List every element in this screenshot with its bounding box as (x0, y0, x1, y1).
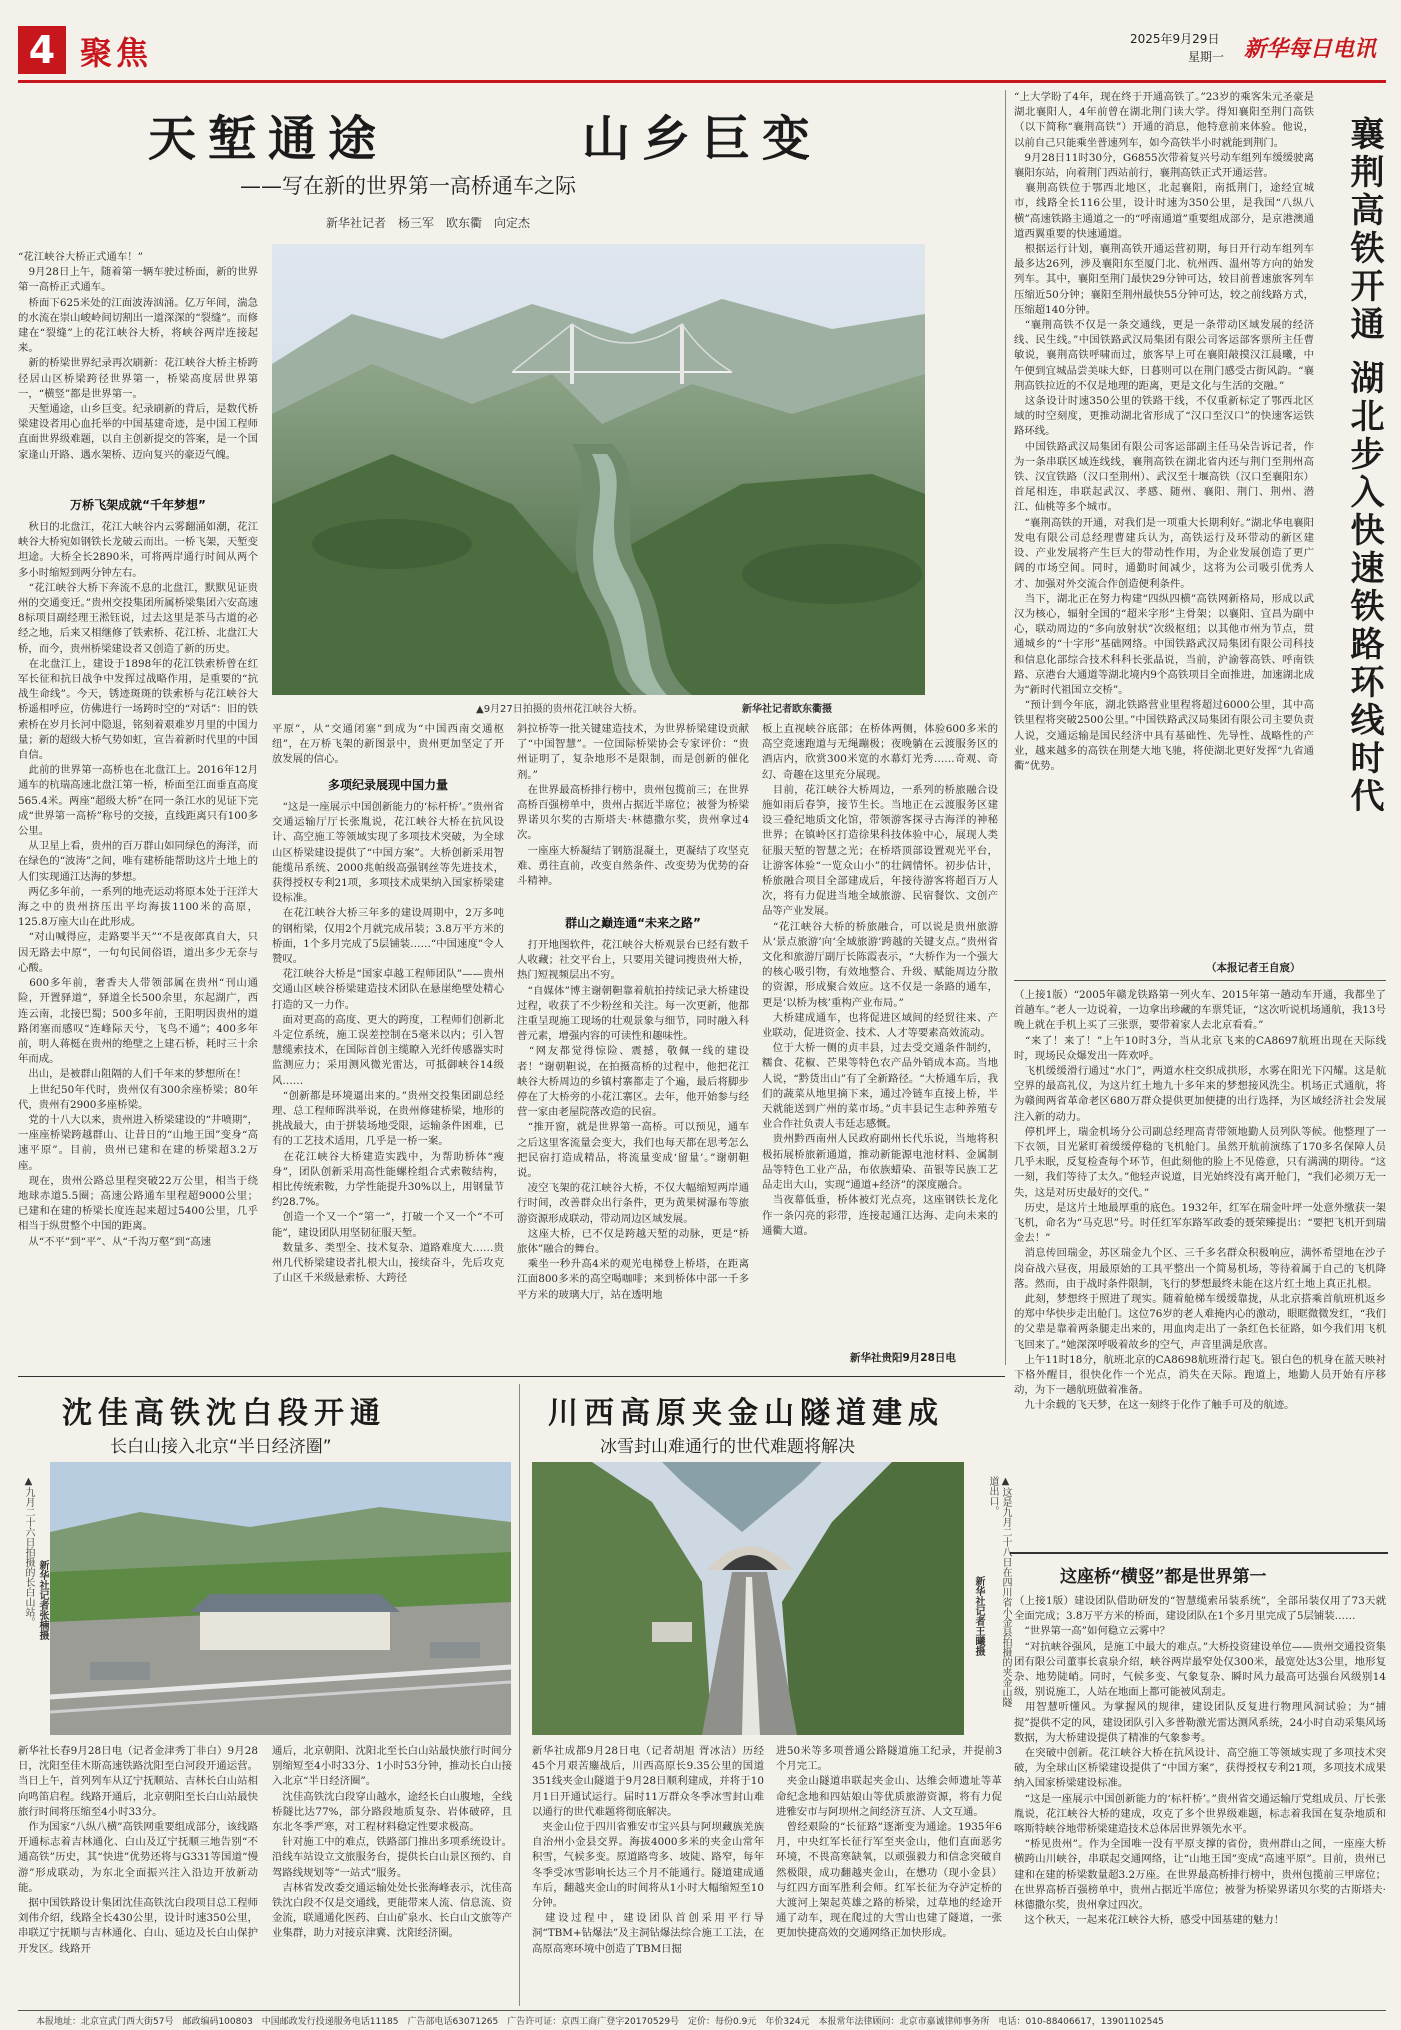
main-story-col2-body: “这是一座展示中国创新能力的‘标杆桥’。”贵州省交通运输厅厅长张胤说，花江峡谷大桥在抗风设计、高空施工等领域实现了多项技术突破，为全球山区桥梁建设提供了“中国方案”。大桥创新采用智能缆吊系统、2000兆帕级高强钢丝等先进技术，获得授权专利21项，多项技术成果纳入国家桥梁建设标准。 在花江峡谷大桥三年多的建设周期中，2万多吨的钢桁梁，仅用2个月就完成吊装；3.8万平方米的桥面，1个多月完成了5层铺装……“中国速度”令人赞叹。 花江峡谷大桥是“国家卓越工程师团队”——贵州交通山区峡谷桥梁建造技术团队在悬崖绝壁处精心打造的又一力作。 面对更高的高度、更大的跨度，工程师们创新北斗定位系统，施工误差控制在5毫米以内；引入智慧缆索技术，在国际首创主缆瞭入光纤传感器实时监测应力；采用测风微光雷达，可抵御峡谷14级风…… “创新都是环境逼出来的。”贵州交投集团副总经理、总工程师晖洪举说，在贵州修建桥梁，地形的挑战最大，由于拼装场地受限，运输条件困难，已有的工艺技术适用，几乎是一桥一案。 在花江峡谷大桥建造实践中，为帮助桥体“瘦身”，团队创新采用高性能螺栓组合式索鞍结构，相比传统索鞍，力学性能提升30%以上，用钢量节约28.7%。 创造一个又一个“第一”，打破一个又一个“不可能”，建设团队用坚韧征服天堑。 数量多、类型全、技术复杂、道路难度大……贵州几代桥梁建设者扎根大山，接续奋斗，先后攻克了山区千米级悬索桥、大跨径 (272, 801, 504, 1285)
header-weekday: 星期一 (1188, 50, 1225, 64)
right-story-continued: （上接1版）“2005年赣龙铁路第一列火车、2015年第一趟动车开通，我都坐了首趟车。”老人一边说着，一边拿出珍藏的车票凭证，“这次听说机场通航，我13号晚上就在手机上买了三张票，要带着家人去北京看看。” “来了！来了！”上午10时3分，当从北京飞来的CA8697航班出现在天际线时，现场民众爆发出一阵欢呼。 飞机缓缓滑行通过“水门”，两道水柱交织成拱形，水雾在阳光下闪耀。这是航空界的最高礼仪，为这片红土地九十多年来的梦想接风洗尘。机场正式通航，将为赣闽两省革命老区680万群众提供更加便捷的出行选择，为区域经济社会发展注入新的动力。 停机坪上，瑞金机场分公司副总经理高青带领地勤人员列队等候。他整理了一下衣领，目光紧盯着缓缓停稳的飞机舱门。虽然开航前演练了170多名保障人员几乎未眠，反复检查每个环节，但此刻他的脸上不见倦意，只有满满的期待。“这一刻，我们等待了太久。”他轻声说道，目光始终没有离开舱门，“我们必须万无一失，这是对历史最好的交代。” 历史，是这片土地最厚重的底色。1932年，红军在瑞金叶坪一处意外缴获一架飞机，命名为“马克思”号。时任红军东路军政委的聂荣臻提出：“要把飞机开到瑞金去！” 消息传回瑞金，苏区瑞金九个区、三千多名群众积极响应，满怀希望地在沙子岗奋战六昼夜，用最原始的工具平整出一个简易机场，等待着属于自己的飞机降落。然而，由于战时条件限制，飞行的梦想最终未能在这片红土地上真正扎根。 此刻，梦想终于照进了现实。随着舱梯车缓缓靠拢，从北京搭乘首航班机返乡的郑中华快步走出舱门。这位76岁的老人难掩内心的激动，眼眶微微发红，“我们的父辈是靠着两条腿走出来的，用血肉走出了一条红色长征路，如今我们用飞机飞回来了。”她深深呼吸着故乡的空气，声音里满是欣喜。 上午11时18分，航班北京的CA8698航班滑行起飞。银白色的机身在蓝天映衬下格外醒目，很快化作一个光点，消失在天际。跑道上，地勤人员开始有序移动，为下一趟航班做着准备。 九十余载的飞天梦，在这一刻终于化作了触手可及的航迹。 (1014, 989, 1386, 1412)
story-b-subheadline: 冰雪封山难通行的世代难题将解决 (600, 1437, 855, 1457)
main-story-col3-body: 打开地图软件，花江峡谷大桥观景台已经有数千人收藏；社交平台上，只要用关键词搜贵州大桥，热门短视频层出不穷。 “自媒体”博主谢朝靼靠着航拍持续记录大桥建设过程，收获了不少粉丝和关注。每一次更新，他都注重呈现施工现场的壮观景象与细节，同时融入科普元素，增强内容的可读性和趣味性。 “网友都觉得惊险、震撼，敬佩一线的建设者！”谢朝靼说，在拍摄高桥的过程中，他把花江峡谷大桥周边的乡镇村寨都走了个遍，最后将脚步停在了大桥旁的小花江寨区。去年，他开始参与经营一家由老屋院落改造的民宿。 “推开窗，就是世界第一高桥。可以预见，通车之后这里客流量会变大，我们也每天都在思考怎么把民宿打造成精品，将流量变成‘留量’。”谢朝靼说。 凌空飞架的花江峡谷大桥，不仅大幅缩短两岸通行时间，改善群众出行条件，更为黄果树瀑布等旅游资源形成联动，带动周边区域发展。 这座大桥，已不仅是跨越天堑的动脉，更是“桥旅体”融合的舞台。 乘坐一秒升高4米的观光电梯登上桥塔，在距离江面800多米的高空喝咖啡；来到桥体中部一千多平方米的玻璃大厅，站在透明地 (517, 939, 749, 1301)
story-b-col2: 进50米等多项普通公路隧道施工纪录，并提前3个月完工。 夹金山隧道串联起夹金山、达维会师遗址等革命纪念地和四姑娘山等优质旅游资源，将有力促进雅安市与阿坝州之间经济互济、人文互通。 曾经艰险的“长征路”逐渐变为通途。1935年6月，中央红军长征行军至夹金山，他们直面恶劣环境，不畏高寒缺氧，以顽强毅力和信念突破自然极限，成功翻越夹金山，在懋功（现小金县）与红四方面军胜利会师。红军长征为夺泸定桥的大渡河上架起英雄之路的桥梁，过草地的经途开通了动车，现在爬过的大雪山也建了隧道，一张更加快捷高效的交通网络正加快形成。 (776, 1745, 1002, 1940)
story-a-photo-credit: 新华社记者张楠摄 (37, 1560, 48, 1640)
main-story-subhead-1: 万桥飞架成就“千年梦想” (70, 498, 206, 512)
main-story-col1-intro: “花江峡谷大桥正式通车！” 9月28日上午，随着第一辆车驶过桥面，新的世界第一高桥正式通车。 桥面下625米处的江面波涛汹涌。亿万年间，湍急的水流在崇山峻岭间切割出一道深深的“裂缝”。而修建在“裂缝”上的花江峡谷大桥，将峡谷两岸连接起来。 新的桥梁世界纪录再次刷新：花江峡谷大桥主桥跨径居山区桥梁跨径世界第一，桥梁高度居世界第一，“横竖”都是世界第一。 天堑通途，山乡巨变。纪录刷新的背后，是数代桥梁建设者用心血托举的中国基建奇迹，是中国工程师直面世界级难题，以自主创新提交的答案，是一个国家逢山开路、遇水架桥、迈向复兴的豪迈气魄。 (18, 251, 258, 461)
story-b-photo (532, 1462, 964, 1735)
story-a-col1: 新华社长春9月28日电（记者金津秀丁非白）9月28日，沈阳至佳木斯高速铁路沈阳至白河段开通运营。当日上午，首列列车从辽宁抚顺站、吉林长白山站相向鸣笛启程。线路开通后，北京朝阳至长白山站最快旅行时间将压缩至4小时33分。 作为国家“八纵八横”高铁网重要组成部分，该线路开通标志着吉林通化、白山及辽宁抚顺三地告别“不通高铁”历史，其“快进”优势还将与G331等国道“慢游”形成联动，为东北全面振兴注入沿边开放新动能。 据中国铁路设计集团沈佳高铁沈白段项目总工程师刘伟介绍，线路全长430公里，设计时速350公里，串联辽宁抚顺与吉林通化、白山、延边及长白山保护开发区。线路开 (18, 1745, 258, 1955)
main-story-col3-top: 斜拉桥等一批关键建造技术，为世界桥梁建设贡献了“中国智慧”。一位国际桥梁协会专家评价：“贵州证明了，复杂地形不是限制，而是创新的催化剂。” 在世界最高桥排行榜中，贵州包揽前三；在世界高桥百强榜单中，贵州占据近半席位；被誉为桥梁界诺贝尔奖的古斯塔夫·林德撒尔奖，贵州拿过4次。 一座座大桥凝结了钢筋混凝土，更凝结了攻坚克难、勇往直前，改变自然条件、改变势为优势的奋斗精神。 (517, 723, 749, 888)
main-story-col4: 板上直视峡谷底部；在桥体两侧，体验600多米的高空竞速跑道与无绳蹦极；夜晚躺在云渡服务区的酒店内，欣赏300米宽的水幕灯光秀……奇观、奇幻、奇趣在这里充分展现。 目前，花江峡谷大桥周边，一系列的桥旅融合设施如雨后春笋，接节生长。当地正在云渡服务区建设三叠纪地质文化馆，带领游客探寻古海洋的神秘世界；在镇岭区打造徐果科技体验中心，展现人类征服天堑的智慧之光；在桥塔顶部设置观光平台，让游客体验“一览众山小”的壮阔情怀。初步估计，桥旅融合项目全部建成后，年接待游客将超百万人次，将有力促进当地全域旅游、民宿餐饮、文创产品等产业发展。 “花江峡谷大桥的桥旅融合，可以说是贵州旅游从‘景点旅游’向‘全域旅游’跨越的关键支点。”贵州省文化和旅游厅副厅长陈霞表示，“大桥作为一个强大的核心吸引物，有效地整合、升级、赋能周边分散的资源，形成聚合效应。这不仅是一条路的通车，更是‘以桥为核’重构产业布局。” 大桥建成通车，也将促进区域间的经贸往来、产业联动，促进资金、技术、人才等要素高效流动。 位于大桥一侧的贞丰县，过去受交通条件制约，糯食、花椒、芒果等特色农产品外销成本高。当地人说，“黔货出山”有了全新路径。“大桥通车后，我们的蔬菜从地里摘下来，通过冷链车直接上桥，半天就能送到广州的菜市场。”贞丰县记生志种养殖专业合作社负责人韦廷志感慨。 贵州黔西南州人民政府副州长代乐说，当地将积极拓展桥旅新通道，推动新能源电池材料、金属制品等特色工业产品，布依族蜡染、苗银等民族工艺品走出大山，实现“通道+经济”的深度融合。 当夜幕低垂，桥体被灯光点亮，这座钢铁长龙化作一条闪亮的彩带，连接起通江达海、走向未来的通衢大道。 (762, 723, 998, 1237)
box-story-headline: 这座桥“横竖”都是世界第一 (1060, 1567, 1267, 1587)
page-number-badge: 4 (18, 26, 66, 74)
story-b-headline: 川西高原夹金山隧道建成 (548, 1396, 944, 1431)
story-b-photo-credit: 新华社记者王曦摄 (973, 1576, 984, 1656)
page-footer: 本报地址：北京宣武门西大街57号 邮政编码100803 中国邮政发行投递服务电话11185 广告部电话63071265 广告许可证：京西工商广登字20170529号 定价：每份0.9元 年价324元 本报常年法律顾问：北京市嘉诚律师事务所 电话：010-88406617，13901102545 (36, 2017, 1164, 2027)
main-story-col1-body: 秋日的北盘江，花江大峡谷内云雾翻涌如潮，花江峡谷大桥宛如钢铁长龙破云而出。一桥飞架，天堑变坦途。大桥全长2890米，可将两岸通行时间从两个多小时缩短到两分钟左右。 “花江峡谷大桥下奔流不息的北盘江，默默见证贵州的交通变迁。”贵州交投集团所属桥梁集团六安高速8标项目副经理王淞钰说，过去这里是茶马古道的必经之地，后来又相继修了铁索桥、花江桥、北盘江大桥，而今，贵州桥梁建设者又创造了新的历史。 在北盘江上，建设于1898年的花江铁索桥曾在红军长征和抗日战争中发挥过战略作用，是重要的“抗战生命线”。今天，锈迹斑斑的铁索桥与花江峡谷大桥遥相呼应，仿佛进行一场跨时空的“对话”：旧的铁索桥在岁月长河中隐退，铭刻着艰难岁月里的中国力量；新的超级大桥气势如虹，宣告着新时代里的中国自信。 此前的世界第一高桥也在北盘江上。2016年12月通车的杭瑞高速北盘江第一桥，桥面至江面垂直高度565.4米。两座“超级大桥”在同一条江水的见证下完成“世界第一高桥”称号的交接，直线距离只有100多公里。 从卫星上看，贵州的百万群山如同绿色的海洋，而在绿色的“波涛”之间，唯有建桥能帮助这片土地上的人们实现通江达海的梦想。 两亿多年前，一系列的地壳运动将原本处于汪洋大海之中的贵州挤压出平均海拔1100米的高原，125.8万座大山在此形成。 “对山喊得应，走路要半天”“不是夜郎真自大，只因无路去中原”，一句句民间俗语，道出多少无奈与心酸。 600多年前，奢香夫人带领部属在贵州“刊山通险，开置驿道”，驿道全长500余里，东起湖广，西连云南，北接巴蜀；500多年前，王阳明因贵州的道路闭塞而感叹“连峰际天兮，飞鸟不通”；400多年前，明人蒋梃在贵州的绝壁之上建石桥，耗时三十余年而成。 出山，是被群山阻隔的人们千年来的梦想所在！ 上世纪50年代时，贵州仅有300余座桥梁；80年代，贵州有2900多座桥梁。 党的十八大以来，贵州进入桥梁建设的“井喷期”，一座座桥梁跨越群山、让昔日的“山地王国”变身“高速平原”。目前，贵州已建和在建的桥梁超3.2万座。 现在，贵州公路总里程突破22万公里，相当于绕地球赤道5.5圈；高速公路通车里程超9000公里；已建和在建的桥梁长度连起来超过5400公里，几乎相当于纵贯整个中国的距离。 从“不平”到“平”、从“千沟万壑”到“高速 (18, 521, 258, 1248)
story-a-subheadline: 长白山接入北京“半日经济圈” (110, 1437, 332, 1457)
section-name: 聚焦 (80, 34, 153, 72)
main-story-col2-top: 平原”，从“交通闭塞”到成为“中国西南交通枢纽”，在万桥飞架的新图景中，贵州更加坚定了开放发展的信心。 (272, 723, 504, 766)
right-story-credit: （本报记者王自宸） (1206, 962, 1301, 974)
main-subheadline: ——写在新的世界第一高桥通车之际 (240, 174, 576, 198)
main-headline-left: 天堑通途 (148, 111, 389, 167)
story-a-photo-caption: ▲九月二十六日拍摄的长白山站。 (23, 1476, 34, 1627)
main-byline: 新华社记者 杨三军 欧东衢 向定杰 (326, 216, 531, 230)
bridge-photo (272, 244, 925, 695)
bridge-photo-caption: ▲9月27日拍摄的贵州花江峡谷大桥。 (476, 704, 643, 715)
main-story-credit: 新华社贵阳9月28日电 (850, 1352, 956, 1364)
story-b-col1: 新华社成都9月28日电（记者胡旭 胥冰洁）历经45个月艰苦鏖战后，川西高原长9.35公里的国道351线夹金山隧道于9月28日顺利建成，并将于10月1日开通试运行。届时11万群众冬季冰雪封山难以通行的世代难题将彻底解决。 夹金山位于四川省雅安市宝兴县与阿坝藏族羌族自治州小金县交界。海拔4000多米的夹金山常年积雪，气候多变。原道路弯多、坡陡、路窄，每年冬季受冰雪影响长达三个月不能通行。隧道建成通车后，翻越夹金山的时间将从1小时大幅缩短至10分钟。 建设过程中，建设团队首创采用平行导洞“TBM+钻爆法”及主洞钻爆法综合施工工法，在高原高寒环境中创造了TBM日掘 (532, 1745, 764, 1955)
story-a-col2: 通后，北京朝阳、沈阳北至长白山站最快旅行时间分别缩短至4小时33分、1小时53分钟，推动长白山接入北京“半日经济圈”。 沈佳高铁沈白段穿山越水，途经长白山腹地，全线桥隧比达77%，部分路段地质复杂、岩体破碎，且东北冬季严寒，对工程材料稳定性要求极高。 针对施工中的难点，铁路部门推出多项系统设计。沿线车站设立文旅服务台，提供长白山景区预约、自驾路线规划等“一站式”服务。 吉林省发改委交通运输处处长张海峰表示，沈佳高铁沈白段不仅是交通线，更能带来人流、信息流、资金流，联通通化医药、白山矿泉水、长白山文旅等产业集群，助力对接京津冀、沈阳经济圈。 (272, 1745, 512, 1940)
story-b-photo-caption: ▲这是九月二十八日在四川省小金县拍摄的夹金山隧道出口。 (987, 1476, 1011, 1707)
bridge-photo-credit: 新华社记者欧东衢摄 (742, 704, 832, 715)
story-a-headline: 沈佳高铁沈白段开通 (62, 1396, 386, 1431)
newspaper-logo: 新华每日电讯 (1244, 36, 1377, 62)
box-story-text: （上接1版）建设团队借助研发的“智慧缆索吊装系统”，全部吊装仅用了73天就全面完成；3.8万平方米的桥面，建设团队在1个多月里完成了5层铺装…… “世界第一高”如何稳立云雾中？ “对抗峡谷强风，是施工中最大的难点。”大桥投资建设单位——贵州交通投资集团有限公司董事长袁泉介绍，峡谷两岸最窄处仅300米，最宽处达3公里，地形复杂、地势陡峭。同时，气候多变、气象复杂、瞬时风力最高可达强台风级别14级，别说施工，人站在地面上都可能被风刮走。 用智慧听懂风。为掌握风的规律，建设团队反复进行物理风洞试验；为“捕捉”提供不定的风，建设团队引入多普勒激光雷达测风系统，24小时自动采集风场数据，为大桥建设提供了精准的气象参考。 在突破中创新。花江峡谷大桥在抗风设计、高空施工等领域实现了多项技术突破，为全球山区桥梁建设提供了“中国方案”，获得授权专利21项，多项技术成果纳入国家桥梁建设标准。 “这是一座展示中国创新能力的‘标杆桥’。”贵州省交通运输厅党组成员、厅长张胤说，花江峡谷大桥的建成，攻克了多个世界级难题，标志着我国在复杂地质和喀斯特峡谷地带桥梁建造技术总体居世界领先水平。 “桥见贵州”。作为全国唯一没有平原支撑的省份，贵州群山之间，一座座大桥横跨山川峡谷，串联起交通网络，让“山地王国”变成“高速平原”。目前，贵州已建和在建的桥梁数量超3.2万座。在世界最高桥排行榜中，贵州包揽前三甲席位；在世界高桥百强榜单中，贵州占据近半席位；被誉为桥梁界诺贝尔奖的古斯塔夫·林德撒尔奖，贵州拿过四次。 这个秋天，一起来花江峡谷大桥，感受中国基建的魅力！ (1014, 1595, 1386, 1927)
right-story-text: “上大学盼了4年，现在终于开通高铁了。”23岁的乘客朱元圣豪是湖北襄阳人，4年前曾在湖北荆门读大学。得知襄阳至荆门高铁（以下简称“襄荆高铁”）开通的消息，他特意前来体验。他说，以前自己只能乘坐普速列车，如今高铁半小时就能到荆门。 9月28日11时30分，G6855次带着复兴号动车组列车缓缓驶离襄阳东站，向着荆门西站前行，襄荆高铁正式开通运营。 襄荆高铁位于鄂西北地区，北起襄阳，南抵荆门，途经宜城市，线路全长116公里，设计时速为350公里，是我国“八纵八横”高速铁路主通道之一的“呼南通道”重要组成部分，是京港澳通道西翼重要的快速通道。 根据运行计划，襄荆高铁开通运营初期，每日开行动车组列车最多达26列，涉及襄阳东至厦门北、杭州西、温州等方向的始发列车。其中，襄阳至荆门最快29分钟可达，较目前普速旅客列车压缩近50分钟；襄阳至荆州最快55分钟可达，较之前线路方式，压缩超140分钟。 “襄荆高铁不仅是一条交通线，更是一条带动区域发展的经济线、民生线。”中国铁路武汉局集团有限公司客运部客票所主任曹敏说，襄荆高铁呼啸而过，旅客早上可在襄阳敲摸汉江晨曦，中午便到宜城品尝美味大虾，日暮则可以在荆门感受古街风韵。“襄荆高铁拉近的不仅是地理的距离，更是文化与生活的交融。” 这条设计时速350公里的铁路干线，不仅重新标定了鄂西北区域的时空刻度，更推动湖北省形成了“汉口至汉口”的快速客运铁路环线。 中国铁路武汉局集团有限公司客运部副主任马朵告诉记者，作为一条串联区域连线线，襄荆高铁在湖北省内还与荆门至荆州高铁、汉宜铁路（汉口至荆州）、武汉至十堰高铁（汉口至襄阳东）首尾相连，串联起武汉、孝感、随州、襄阳、荆门、荆州、潜江、仙桃等多个城市。 “襄荆高铁的开通，对我们是一项重大长期利好。”湖北华电襄阳发电有限公司总经理曹建兵认为，高铁运行及环带动的新区建设、产业发展将产生巨大的带动性作用，为企业发展创造了更广阔的市场空间。同时，通勤时间减少，这将为公司吸引优秀人才、加强对外交流合作创造便利条件。 当下，湖北正在努力构建“四纵四横”高铁网新格局，形成以武汉为核心，辐射全国的“超米字形”主骨架；以襄阳、宜昌为副中心，联动周边的“多向放射状”次级枢纽；以其他市州为节点，贯通城乡的“十字形”基础网络。中国铁路武汉局集团有限公司科技和信息化部综合技术科科长张晶说，当前，沪渝蓉高铁、呼南铁路、京港台大通道等湖北境内9个高铁项目全面推进，加速湖北成为“新时代祖国立交桥”。 “预计到今年底，湖北铁路营业里程将超过6000公里，其中高铁里程将突破2500公里。”中国铁路武汉局集团有限公司主要负责人说，交通运输是国民经济中具有基础性、先导性、战略性的产业，越来越多的高铁在荆楚大地飞驰，将使湖北更好发挥“九省通衢”优势。 (1014, 91, 1314, 772)
main-story-subhead-2: 多项纪录展现中国力量 (327, 778, 448, 792)
main-story-subhead-3: 群山之巅连通“未来之路” (565, 916, 701, 930)
station-photo-graphic (50, 1462, 511, 1735)
story-a-photo (50, 1462, 511, 1735)
tunnel-photo-graphic (532, 1462, 964, 1735)
bridge-photo-graphic (272, 244, 925, 695)
main-headline-right: 山乡巨变 (582, 111, 823, 167)
right-story-headline: 襄荆高铁开通 湖北步入快速铁路环线时代 (1344, 116, 1384, 816)
page-header (18, 22, 1386, 84)
header-date: 2025年9月29日 (1130, 32, 1220, 46)
